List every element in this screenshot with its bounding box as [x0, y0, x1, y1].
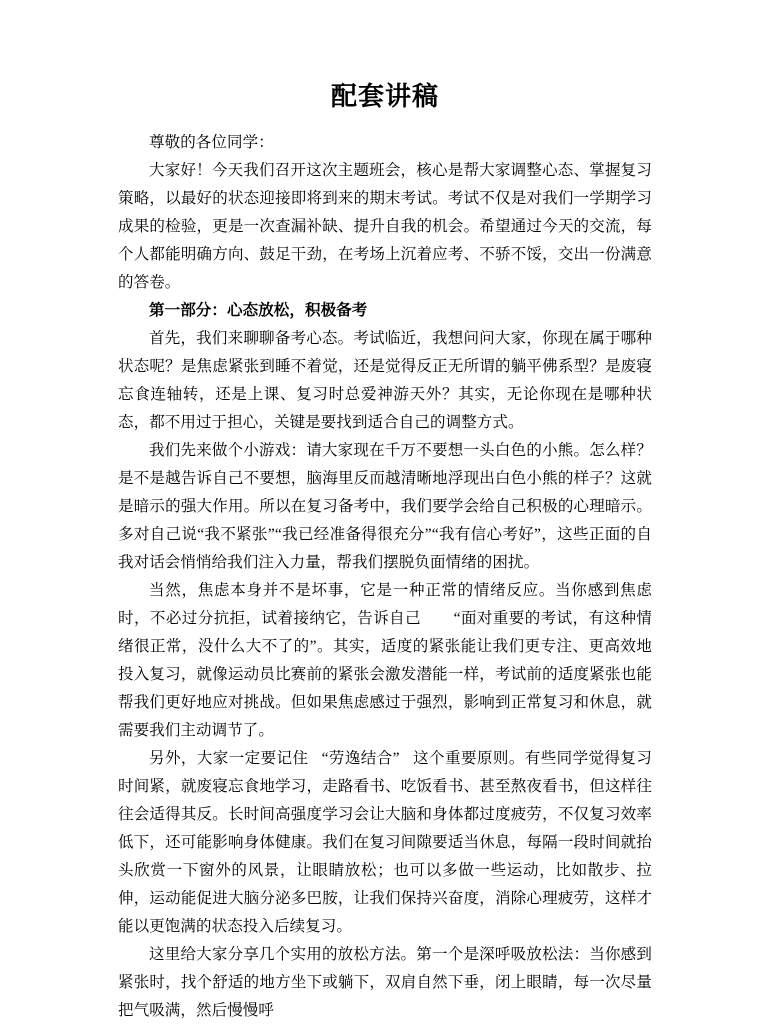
anxiety-text-after: “面对重要的考试，有这种情绪很正常，没什么大不了的”。其实，适度的紧张能让我们更专注、更高效地投入复习，就像运动员比赛前的紧张会激发潜能一样，考试前的适度紧张也能帮我们更好地应对挑战。但如果焦虑感过于强烈，影响到正常复习和休息，就需要我们主动调节了。	[118, 610, 652, 739]
document-body	[118, 0, 652, 1025]
anxiety-text-before: 当然，焦虑本身并不是坏事，它是一种正常的情绪反应。当你感到焦虑时，不必过分抗拒，试着接纳它，告诉自己	[118, 582, 652, 627]
paragraph-anxiety-normal	[118, 577, 652, 745]
paragraph-mindset-states: 首先，我们来聊聊备考心态。考试临近，我想问问大家，你现在属于哪种状态呢？是焦虑紧张到睡不着觉，还是觉得反正无所谓的躺平佛系型？是废寝忘食连轴转，还是上课、复习时总爱神游天外？其实，无论你现在是哪种状态，都不用过于担心，关键是要找到适合自己的调整方式。	[118, 330, 652, 431]
paragraph-salutation: 尊敬的各位同学：	[149, 134, 274, 151]
paragraph-white-bear-game: 我们先来做个小游戏：请大家现在千万不要想一头白色的小熊。怎么样？是不是越告诉自己不要想，脑海里反而越清晰地浮现出白色小熊的样子？这就是暗示的强大作用。所以在复习备考中，我们要学会给自己积极的心理暗示。多对自己说“我不紧张”“我已经准备得很充分”“我有信心考好”，这些正面的自我对话会悄悄给我们注入力量，帮我们摆脱负面情绪的困扰。	[118, 442, 652, 571]
paragraph-relaxation-methods: 这里给大家分享几个实用的放松方法。第一个是深呼吸放松法：当你感到紧张时，找个舒适的地方坐下或躺下，双肩自然下垂，闭上眼睛，每一次尽量把气吸满，然后慢慢呼	[118, 946, 652, 1019]
work-rest-quote: “劳逸结合”	[321, 750, 400, 767]
work-rest-text-before: 另外，大家一定要记住	[149, 750, 309, 767]
heading-part-one: 第一部分：心态放松，积极备考	[149, 302, 368, 319]
work-rest-text-after: 这个重要原则。有些同学觉得复习时间紧，就废寝忘食地学习，走路看书、吃饭看书、甚至熬夜看书，但这样往往会适得其反。长时间高强度学习会让大脑和身体都过度疲劳，不仅复习效率低下，还可能影响身体健康。我们在复习间隙要适当休息，每隔一段时间就抬头欣赏一下窗外的风景，让眼睛放松；也可以多做一些运动，比如散步、拉伸，运动能促进大脑分泌多巴胺，让我们保持兴奋度，消除心理疲劳，这样才能以更饱满的状态投入后续复习。	[118, 750, 652, 935]
paragraph-intro: 大家好！今天我们召开这次主题班会，核心是帮大家调整心态、掌握复习策略，以最好的状态迎接即将到来的期末考试。考试不仅是对我们一学期学习成果的检验，更是一次查漏补缺、提升自我的机会。希望通过今天的交流，每个人都能明确方向、鼓足干劲，在考场上沉着应考、不骄不馁，交出一份满意的答卷。	[118, 162, 652, 291]
page-title: 配套讲稿	[330, 82, 439, 111]
paragraph-work-rest-balance	[118, 745, 652, 941]
